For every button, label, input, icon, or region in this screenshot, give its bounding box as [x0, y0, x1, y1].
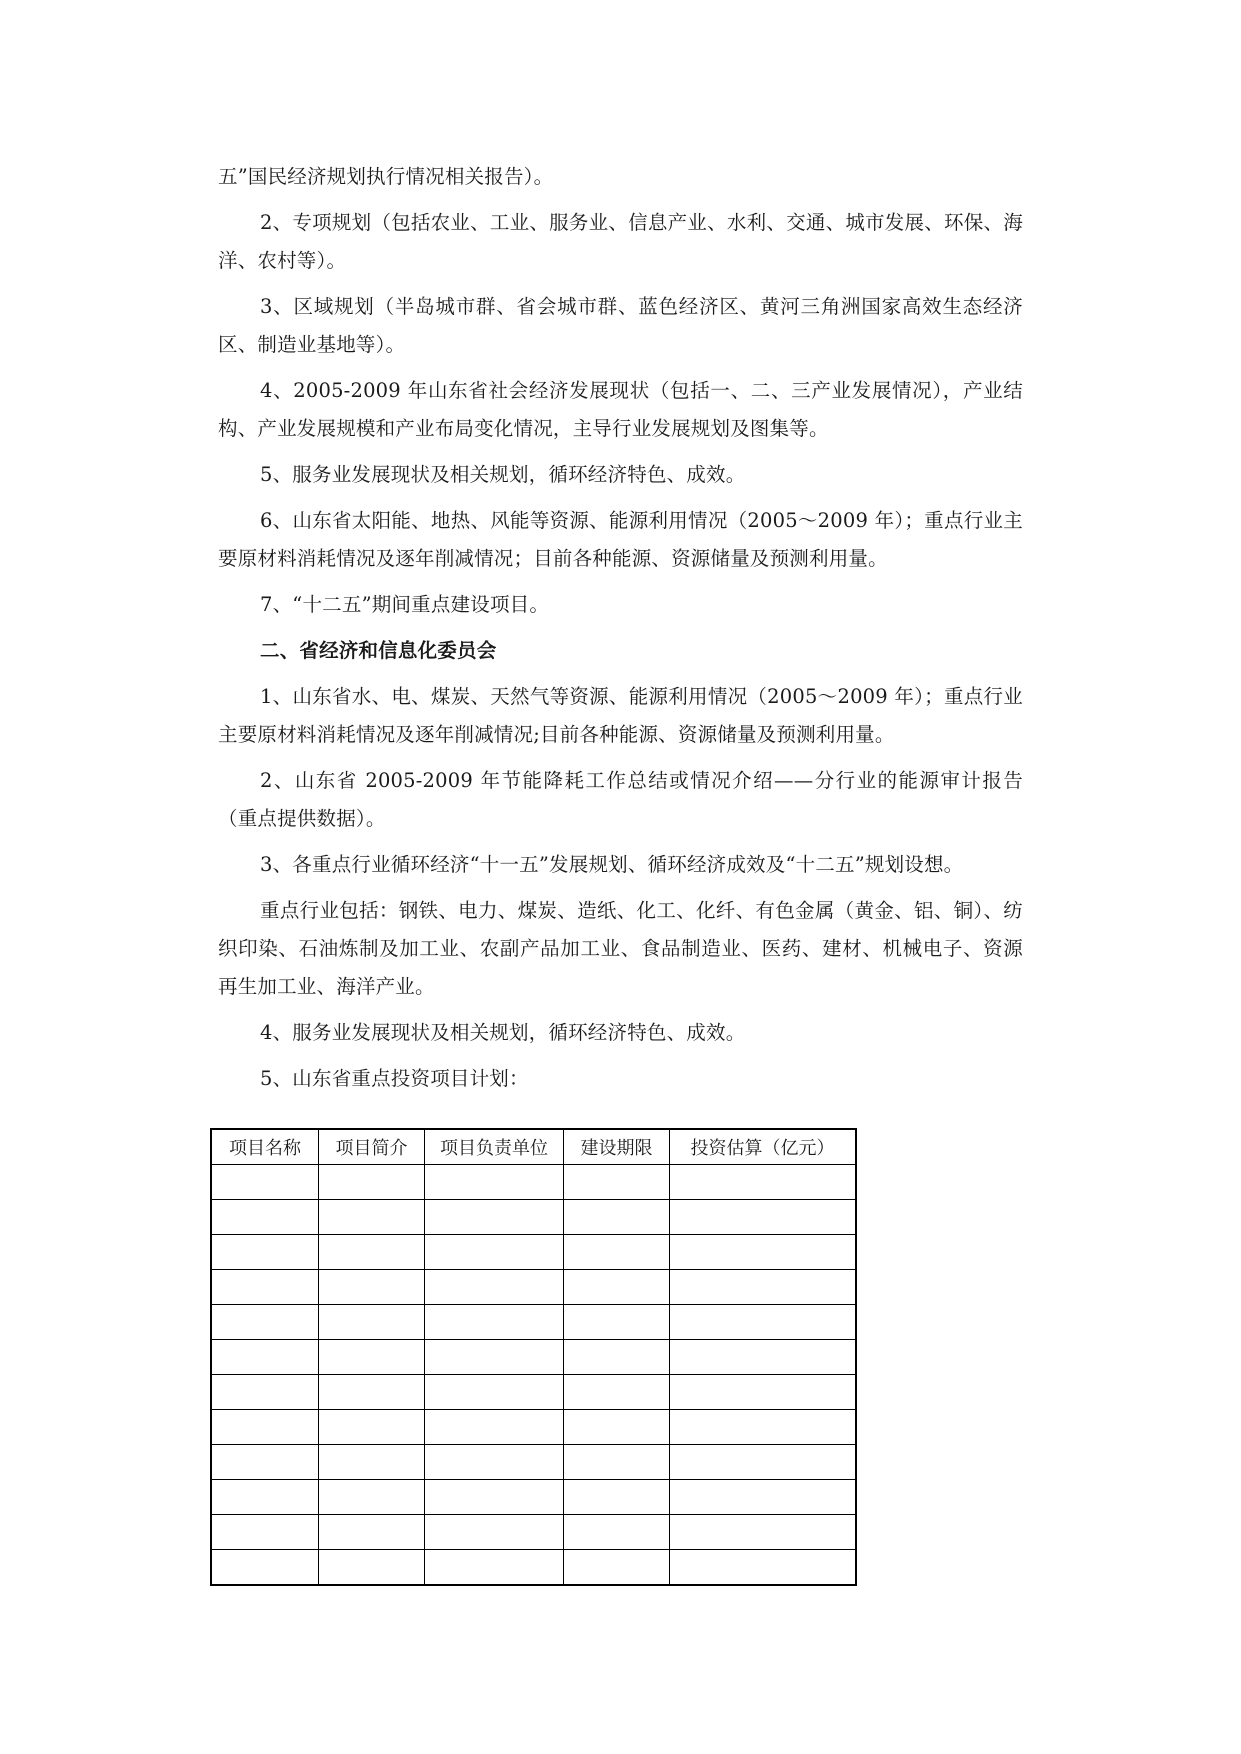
table-cell [211, 1410, 319, 1445]
table-cell [319, 1375, 425, 1410]
table-cell [564, 1515, 670, 1550]
table-cell [425, 1550, 564, 1586]
table-cell [425, 1200, 564, 1235]
paragraph-econ-2: 2、山东省 2005-2009 年节能降耗工作总结或情况介绍——分行业的能源审计报告（重点提供数据）。 [218, 769, 1023, 830]
investment-table-wrapper [210, 1128, 857, 1586]
table-cell [319, 1305, 425, 1340]
table-cell [211, 1375, 319, 1410]
paragraph-econ-3: 3、各重点行业循环经济“十一五”发展规划、循环经济成效及“十二五”规划设想。 [260, 853, 964, 876]
paragraph-item-4: 4、2005-2009 年山东省社会经济发展现状（包括一、二、三产业发展情况），产业结构、产业发展规模和产业布局变化情况，主导行业发展规划及图集等。 [218, 379, 1023, 440]
table-cell [564, 1235, 670, 1270]
table-cell [425, 1305, 564, 1340]
table-cell [670, 1480, 857, 1515]
table-row [211, 1445, 856, 1480]
table-cell [319, 1200, 425, 1235]
table-row [211, 1200, 856, 1235]
table-cell [425, 1235, 564, 1270]
header-investment-estimate: 投资估算（亿元） [670, 1129, 857, 1165]
table-cell [211, 1515, 319, 1550]
table-cell [670, 1270, 857, 1305]
table-header-row [211, 1129, 856, 1165]
table-cell [211, 1480, 319, 1515]
paragraph-item-5: 5、服务业发展现状及相关规划，循环经济特色、成效。 [260, 463, 746, 486]
paragraph-econ-1: 1、山东省水、电、煤炭、天然气等资源、能源利用情况（2005～2009 年）；重点行业主要原材料消耗情况及逐年削减情况;目前各种能源、资源储量及预测利用量。 [218, 685, 1023, 746]
table-row [211, 1515, 856, 1550]
table-cell [319, 1235, 425, 1270]
table-cell [425, 1515, 564, 1550]
paragraph-item-7: 7、“十二五”期间重点建设项目。 [260, 593, 550, 616]
table-cell [211, 1200, 319, 1235]
table-cell [564, 1165, 670, 1200]
table-cell [319, 1445, 425, 1480]
table-cell [564, 1550, 670, 1586]
paragraph-item-6: 6、山东省太阳能、地热、风能等资源、能源利用情况（2005～2009 年）；重点行业主要原材料消耗情况及逐年削减情况；目前各种能源、资源储量及预测利用量。 [218, 509, 1023, 570]
table-cell [211, 1550, 319, 1586]
table-cell [319, 1550, 425, 1586]
section-heading: 二、省经济和信息化委员会 [260, 639, 497, 662]
paragraph-item-2: 2、专项规划（包括农业、工业、服务业、信息产业、水利、交通、城市发展、环保、海洋、农村等）。 [218, 211, 1023, 272]
table-cell [670, 1410, 857, 1445]
table-cell [211, 1445, 319, 1480]
investment-projects-table [210, 1128, 857, 1586]
table-cell [319, 1270, 425, 1305]
table-body [211, 1165, 856, 1586]
header-project-name: 项目名称 [211, 1129, 319, 1165]
table-cell [211, 1270, 319, 1305]
table-cell [319, 1340, 425, 1375]
table-row [211, 1270, 856, 1305]
paragraph-econ-5: 5、山东省重点投资项目计划： [260, 1067, 529, 1090]
table-cell [670, 1200, 857, 1235]
table-cell [319, 1480, 425, 1515]
table-cell [319, 1410, 425, 1445]
table-cell [670, 1515, 857, 1550]
table-cell [564, 1270, 670, 1305]
table-row [211, 1410, 856, 1445]
table-cell [564, 1340, 670, 1375]
table-cell [564, 1375, 670, 1410]
table-cell [564, 1480, 670, 1515]
table-cell [564, 1200, 670, 1235]
table-cell [425, 1270, 564, 1305]
header-project-summary: 项目简介 [319, 1129, 425, 1165]
table-cell [425, 1480, 564, 1515]
table-cell [670, 1445, 857, 1480]
table-row [211, 1550, 856, 1586]
table-cell [670, 1340, 857, 1375]
table-cell [564, 1410, 670, 1445]
table-cell [670, 1375, 857, 1410]
table-row [211, 1165, 856, 1200]
paragraph-continuation: 五”国民经济规划执行情况相关报告）。 [218, 165, 554, 188]
table-cell [670, 1550, 857, 1586]
table-cell [670, 1305, 857, 1340]
table-cell [425, 1410, 564, 1445]
table-cell [425, 1375, 564, 1410]
table-cell [425, 1165, 564, 1200]
table-cell [319, 1165, 425, 1200]
table-row [211, 1480, 856, 1515]
table-cell [211, 1305, 319, 1340]
table-row [211, 1340, 856, 1375]
paragraph-econ-4: 4、服务业发展现状及相关规划，循环经济特色、成效。 [260, 1021, 746, 1044]
table-cell [425, 1340, 564, 1375]
table-row [211, 1235, 856, 1270]
header-responsible-unit: 项目负责单位 [425, 1129, 564, 1165]
table-cell [564, 1305, 670, 1340]
body-text [218, 158, 1023, 1098]
table-row [211, 1375, 856, 1410]
paragraph-key-industries: 重点行业包括：钢铁、电力、煤炭、造纸、化工、化纤、有色金属（黄金、铝、铜）、纺织印染、石油炼制及加工业、农副产品加工业、食品制造业、医药、建材、机械电子、资源再生加工业、海洋产业。 [218, 899, 1023, 998]
table-cell [425, 1445, 564, 1480]
table-row [211, 1305, 856, 1340]
table-cell [211, 1340, 319, 1375]
table-cell [319, 1515, 425, 1550]
table-cell [211, 1235, 319, 1270]
table-cell [670, 1235, 857, 1270]
table-cell [211, 1165, 319, 1200]
header-construction-period: 建设期限 [564, 1129, 670, 1165]
paragraph-item-3: 3、区域规划（半岛城市群、省会城市群、蓝色经济区、黄河三角洲国家高效生态经济区、制造业基地等）。 [218, 295, 1023, 356]
table-cell [564, 1445, 670, 1480]
table-cell [670, 1165, 857, 1200]
